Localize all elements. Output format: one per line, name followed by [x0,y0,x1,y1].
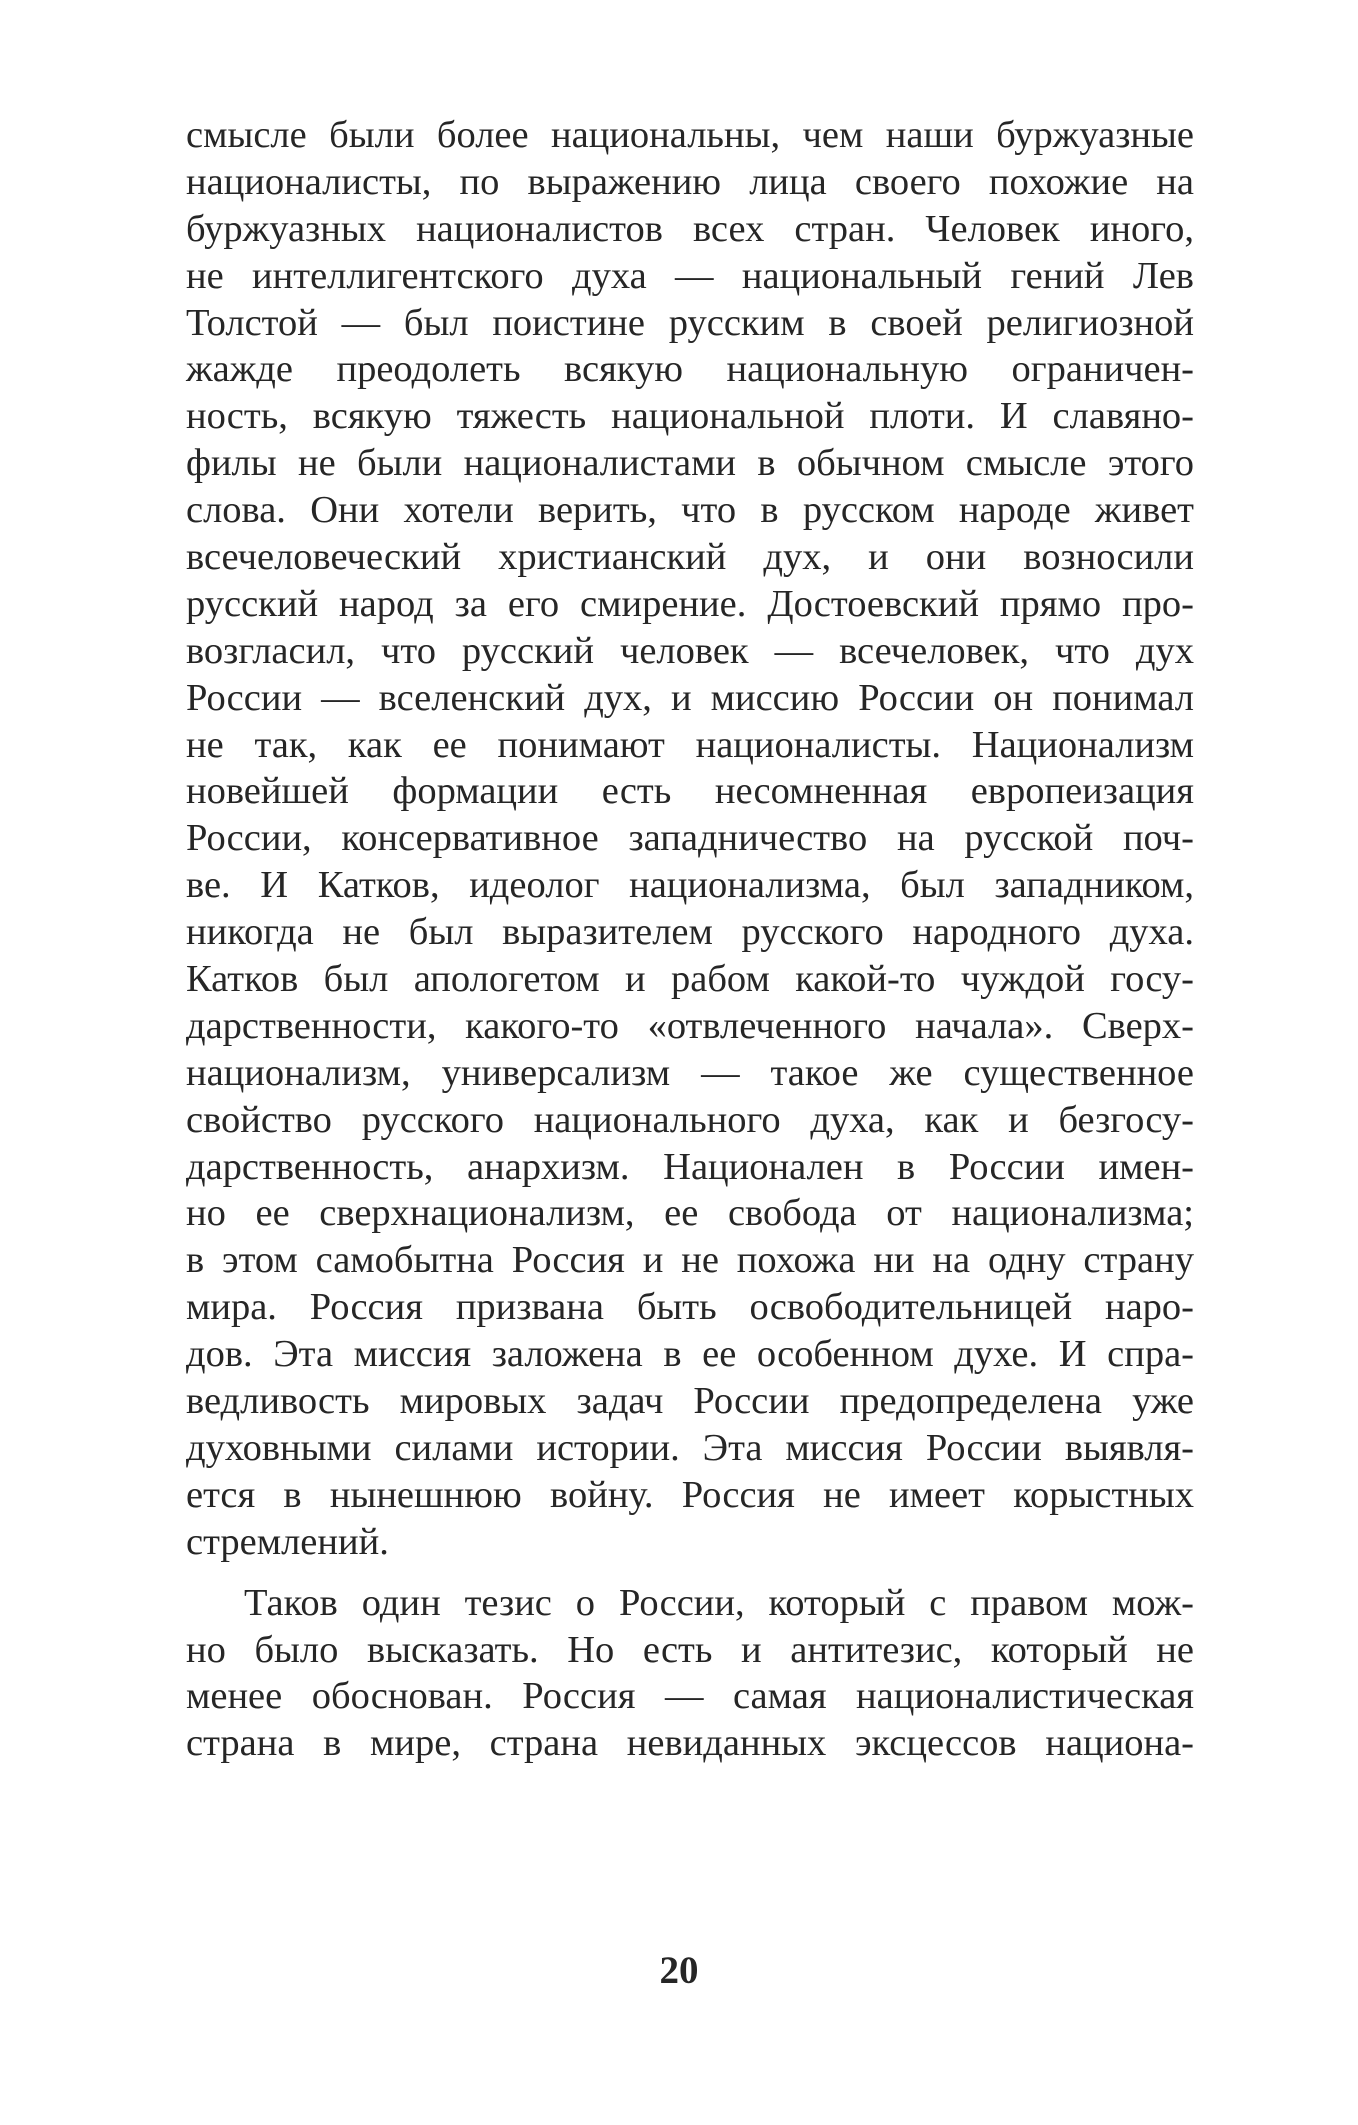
text-line: национализм, универсализм — такое же существенное [186,1051,1194,1094]
paragraph-2 [186,1580,1194,1768]
body-text [186,112,1194,1767]
text-line: но ее сверхнационализм, ее свобода от национализма; [186,1192,1194,1235]
text-line: в этом самобытна Россия и не похожа ни на одну страну [186,1239,1194,1282]
text-line: России, консервативное западничество на русской поч- [186,817,1194,860]
paragraph-spacer [186,1566,1194,1580]
text-line: русский народ за его смирение. Достоевский прямо про- [186,582,1194,625]
text-line: дов. Эта миссия заложена в ее особенном духе. И спра- [186,1333,1194,1376]
text-line: возгласил, что русский человек — всечеловек, что дух [186,629,1194,672]
text-line: Таков один тезис о России, который с правом мож- [244,1581,1194,1624]
text-line: националисты, по выражению лица своего похожие на [186,160,1194,203]
text-line: слова. Они хотели верить, что в русском народе живет [186,489,1194,532]
text-line: ется в нынешнюю войну. Россия не имеет корыстных [186,1473,1194,1516]
text-line: стремлений. [186,1520,389,1563]
text-line: ность, всякую тяжесть национальной плоти. И славяно- [186,395,1194,438]
page-number: 20 [659,1949,699,1992]
text-line: филы не были националистами в обычном смысле этого [186,442,1194,485]
text-line: ведливость мировых задач России предопределена уже [186,1380,1194,1423]
text-line: не интеллигентского духа — национальный гений Лев [186,254,1194,297]
text-line: смысле были более национальны, чем наши буржуазные [186,114,1194,156]
text-line: всечеловеческий христианский дух, и они возносили [186,536,1194,579]
text-line: жажде преодолеть всякую национальную ограничен- [186,348,1194,391]
text-line: мира. Россия призвана быть освободительницей наро- [186,1286,1194,1329]
text-line: дарственности, какого-то «отвлеченного начала». Сверх- [186,1004,1194,1047]
paragraph-1 [186,112,1194,1566]
text-line: свойство русского национального духа, как и безгосу- [186,1098,1194,1141]
text-line: никогда не был выразителем русского народного духа. [186,911,1194,954]
text-line: Катков был апологетом и рабом какой-то чуждой госу- [186,958,1194,1001]
text-line: дарственность, анархизм. Национален в России имен- [186,1145,1194,1188]
text-line: Толстой — был поистине русским в своей религиозной [186,301,1194,344]
text-line: России — вселенский дух, и миссию России он понимал [186,676,1194,719]
text-line: но было высказать. Но есть и антитезис, который не [186,1628,1194,1671]
text-line: ве. И Катков, идеолог национализма, был западником, [186,864,1194,907]
text-line: новейшей формации есть несомненная европеизация [186,770,1194,813]
text-line: страна в мире, страна невиданных эксцессов национа- [186,1722,1194,1765]
text-line: не так, как ее понимают националисты. Национализм [186,723,1194,766]
text-line: духовными силами истории. Эта миссия России выявля- [186,1426,1194,1469]
text-line: буржуазных националистов всех стран. Человек иного, [186,207,1194,250]
text-line: менее обоснован. Россия — самая националистическая [186,1675,1194,1718]
